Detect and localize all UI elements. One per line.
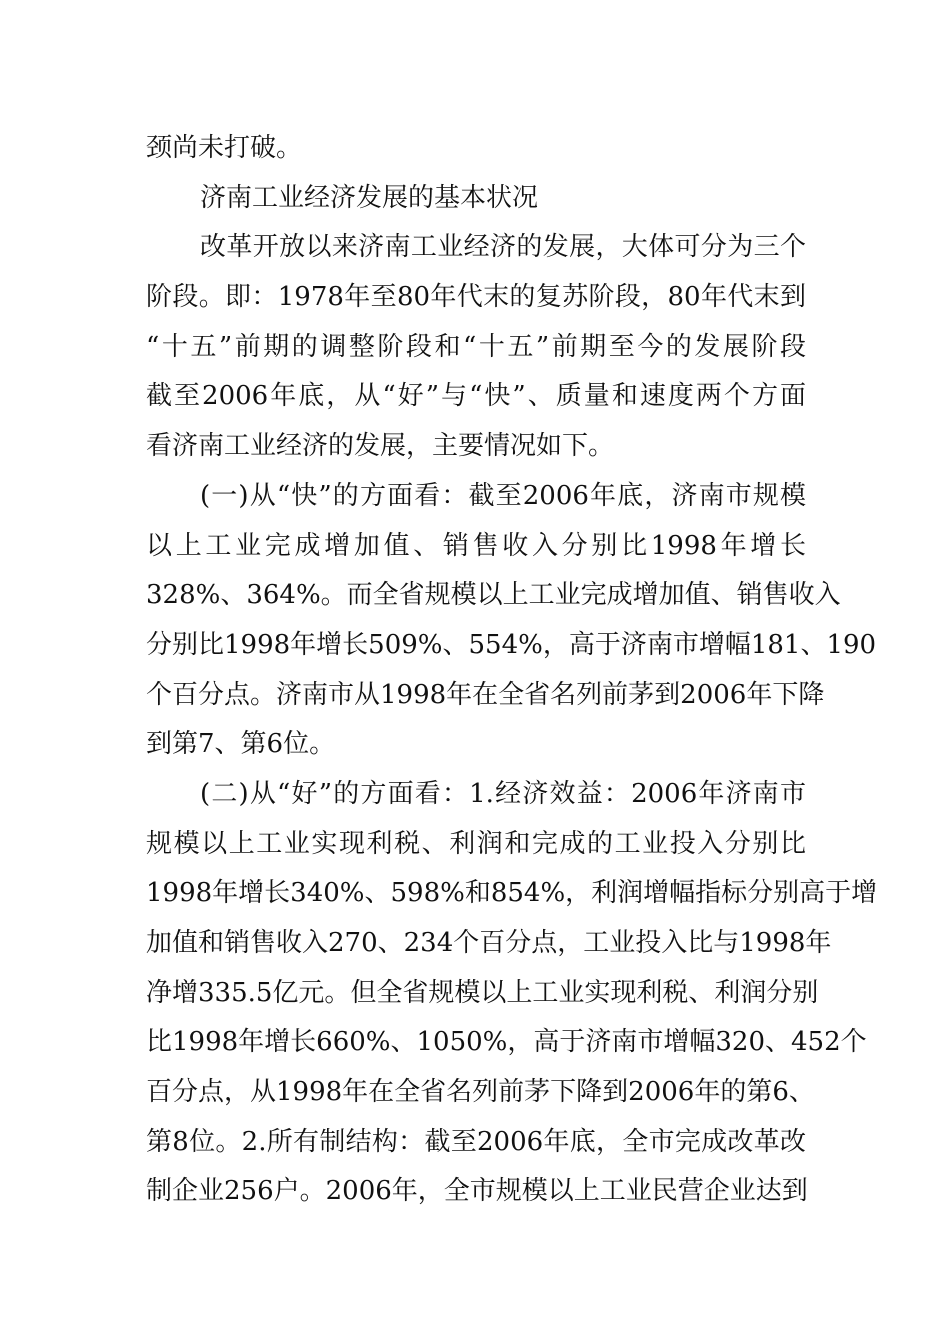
text-line: (一)从“快”的方面看：截至2006年底，济南市规模: [200, 480, 806, 511]
text-line: 颈尚未打破。: [146, 133, 303, 163]
text-line: 以上工业完成增加值、销售收入分别比1998年增长: [146, 530, 806, 561]
text-line: 1998年增长340%、598%和854%，利润增幅指标分别高于增: [146, 878, 878, 909]
text-line: 到第7、第6位。: [146, 729, 336, 760]
text-line: 净增335.5亿元。但全省规模以上工业实现利税、利润分别: [146, 977, 819, 1008]
text-line: 百分点，从1998年在全省名列前茅下降到2006年的第6、: [146, 1077, 815, 1108]
text-line: 个百分点。济南市从1998年在全省名列前茅到2006年下降: [146, 679, 825, 710]
text-line: “十五”前期的调整阶段和“十五”前期至今的发展阶段: [146, 331, 806, 362]
text-line: 制企业256户。2006年，全市规模以上工业民营企业达到: [146, 1176, 808, 1207]
document-body: [146, 124, 878, 1217]
text-line: 看济南工业经济的发展，主要情况如下。: [146, 431, 615, 462]
text-line: 改革开放以来济南工业经济的发展，大体可分为三个: [200, 232, 806, 263]
text-line: 济南工业经济发展的基本状况: [200, 182, 539, 213]
text-line: 分别比1998年增长509%、554%，高于济南市增幅181、190: [146, 629, 877, 660]
text-line: 第8位。2.所有制结构：截至2006年底，全市完成改革改: [146, 1126, 806, 1157]
text-line: 阶段。即：1978年至80年代末的复苏阶段，80年代末到: [146, 282, 806, 313]
text-line: 规模以上工业实现利税、利润和完成的工业投入分别比: [146, 828, 806, 859]
text-line: (二)从“好”的方面看：1.经济效益：2006年济南市: [200, 778, 806, 809]
text-line: 328%、364%。而全省规模以上工业完成增加值、销售收入: [146, 580, 841, 611]
text-line: 比1998年增长660%、1050%，高于济南市增幅320、452个: [146, 1027, 867, 1058]
text-line: 加值和销售收入270、234个百分点，工业投入比与1998年: [146, 928, 832, 958]
text-line: 截至2006年底，从“好”与“快”、质量和速度两个方面: [146, 381, 806, 412]
